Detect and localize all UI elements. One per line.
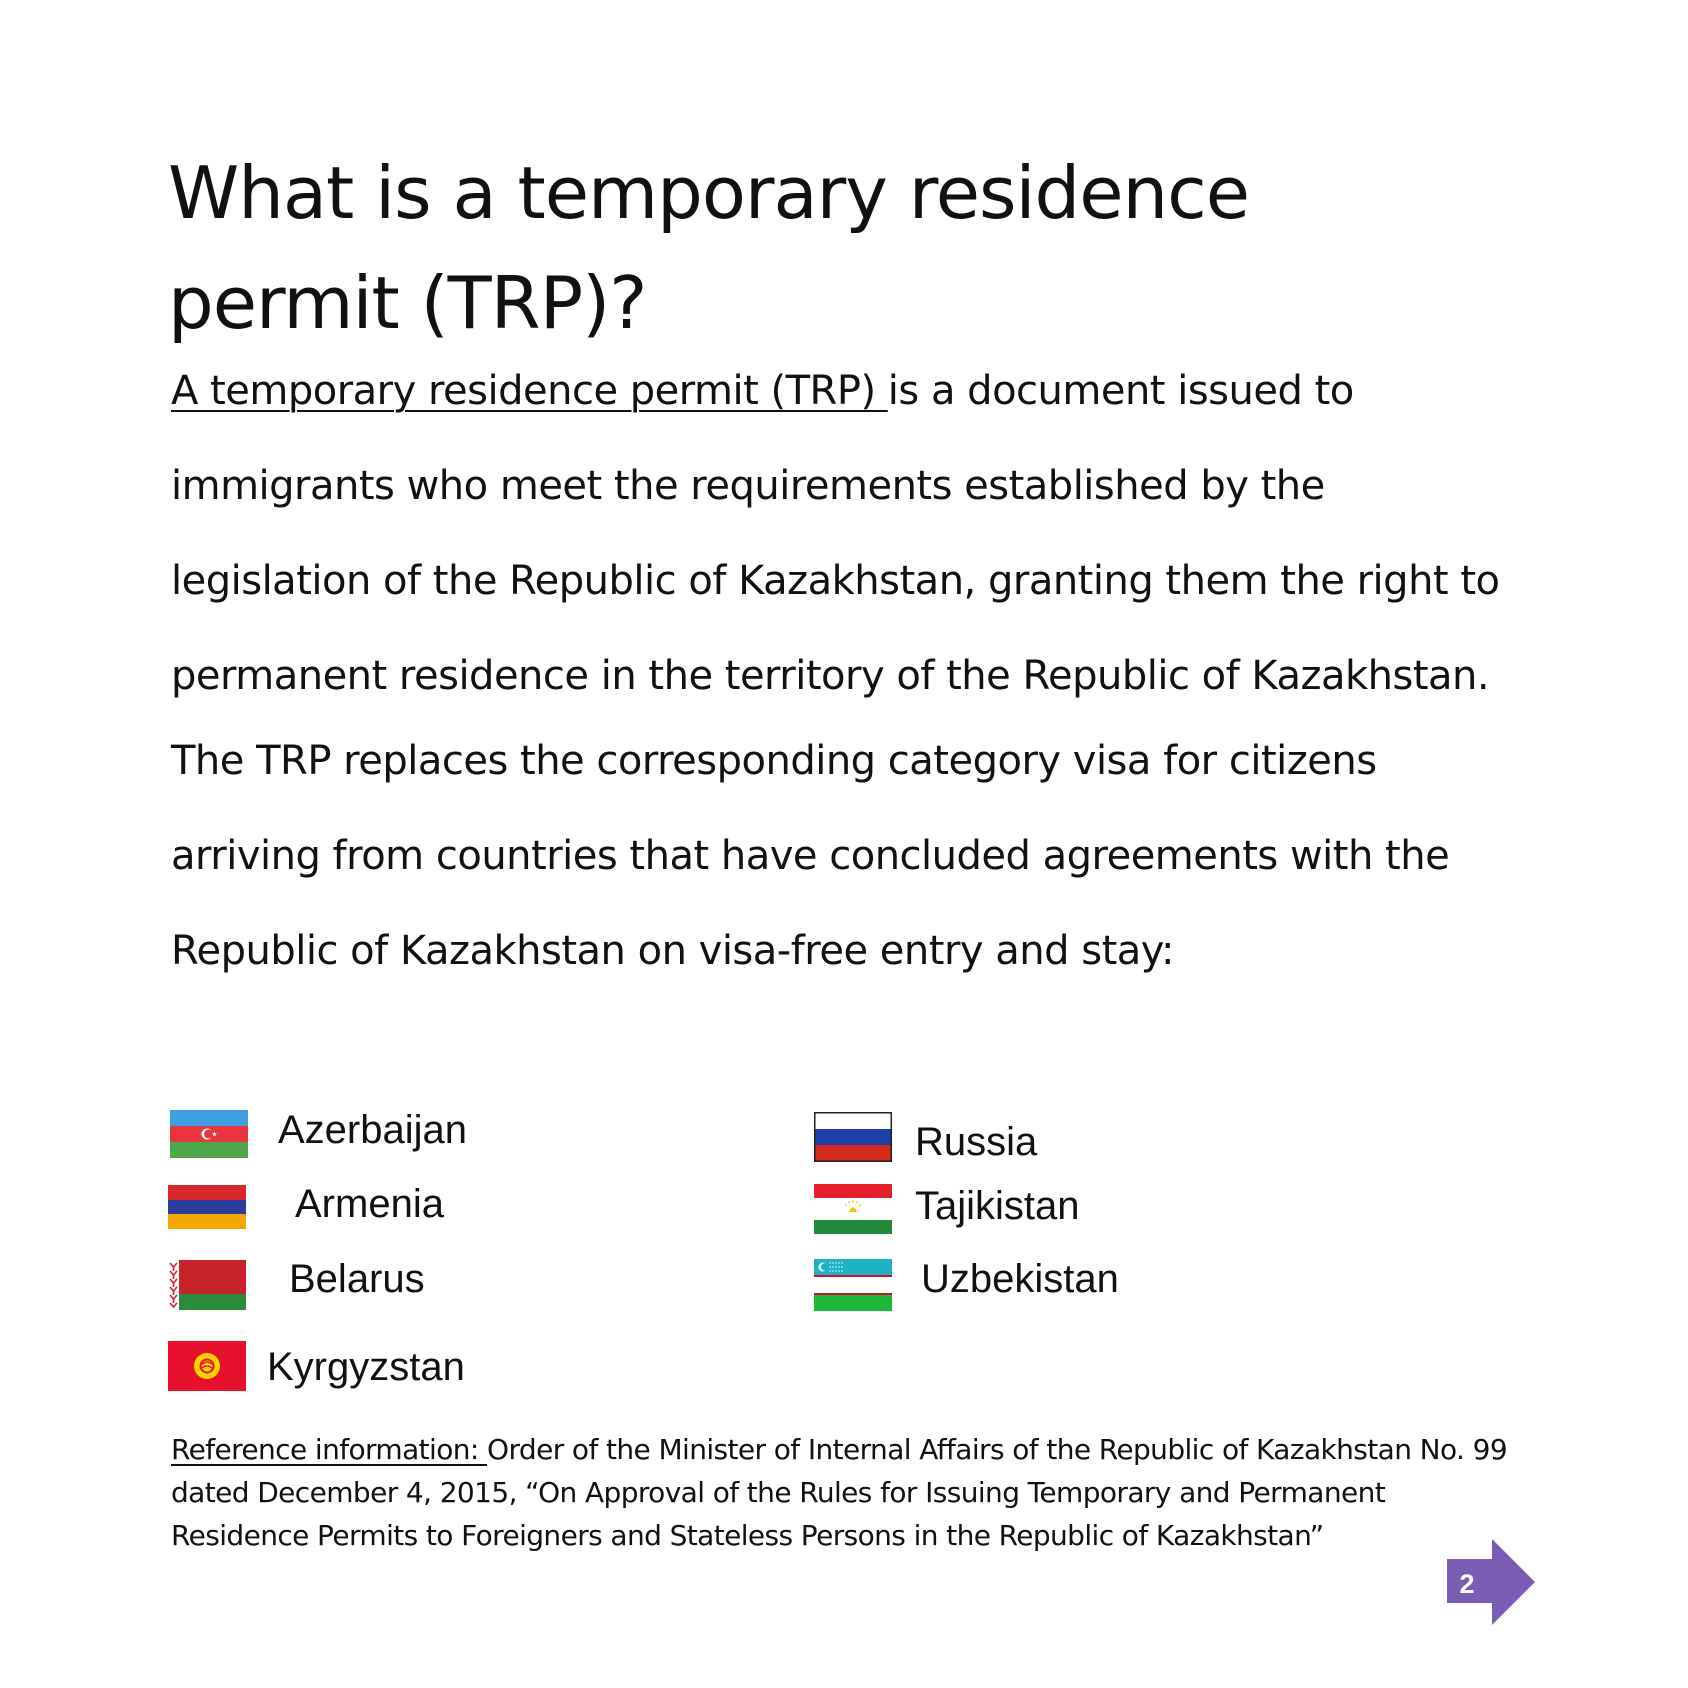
- russia-flag-icon: [814, 1112, 892, 1162]
- visa-paragraph: The TRP replaces the corresponding category visa for citizens arriving from countries that have concluded agreements with the Republic of Kazakhstan on visa-free entry and stay:: [171, 738, 1450, 974]
- belarus-flag-icon: [168, 1260, 246, 1310]
- intro-text: is a document issued to immigrants who meet the requirements established by the legislation of the Republic of Kazakhstan, granting them the right to permanent residence in the territory of the Republic of Kazakhstan.: [171, 368, 1500, 699]
- kyrgyzstan-flag-icon: [168, 1341, 246, 1391]
- body-text: [171, 344, 1511, 999]
- intro-paragraph: [171, 344, 1511, 724]
- country-name-russia: Russia: [915, 1120, 1038, 1164]
- country-name-belarus: Belarus: [289, 1257, 425, 1301]
- armenia-flag-icon: [168, 1185, 246, 1229]
- page-title: What is a temporary residence permit (TRP)?: [168, 151, 1250, 345]
- reference-note: [171, 1428, 1521, 1557]
- uzbekistan-flag-icon: [814, 1259, 892, 1311]
- country-name-tajikistan: Tajikistan: [915, 1184, 1080, 1228]
- next-page-badge[interactable]: [1447, 1539, 1539, 1625]
- country-name-armenia: Armenia: [295, 1182, 444, 1226]
- country-name-azerbaijan: Azerbaijan: [278, 1108, 468, 1152]
- country-name-kyrgyzstan: Kyrgyzstan: [267, 1345, 465, 1389]
- azerbaijan-flag-icon: [170, 1110, 248, 1158]
- tajikistan-flag-icon: [814, 1184, 892, 1234]
- country-name-uzbekistan: Uzbekistan: [921, 1257, 1119, 1301]
- page-number: 2: [1459, 1569, 1475, 1599]
- reference-label: Reference information:: [171, 1433, 488, 1466]
- trp-term: A temporary residence permit (TRP): [171, 368, 888, 414]
- reference-text: Order of the Minister of Internal Affairs of the Republic of Kazakhstan No. 99 dated December 4, 2015, “On Approval of the Rules for Issuing Temporary and Permanent Residence Permits to Foreigners and Stateless Persons in the Republic of Kazakhstan”: [171, 1433, 1508, 1552]
